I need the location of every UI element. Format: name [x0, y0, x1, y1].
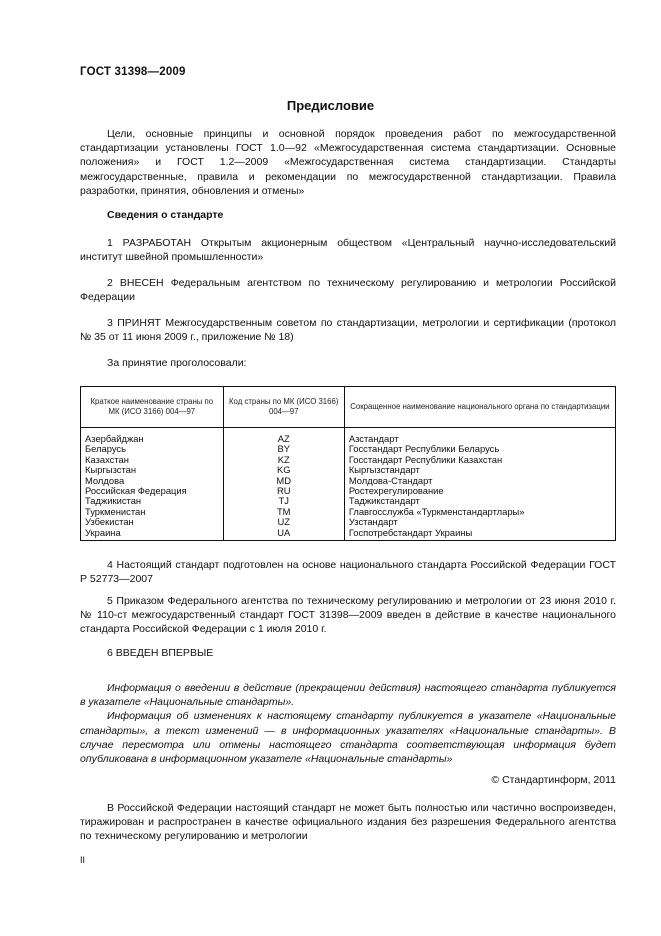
country-cell: Таджикистан	[81, 496, 224, 506]
voting-countries-table	[80, 386, 616, 541]
country-cell: Украина	[81, 528, 224, 541]
code-cell: MD	[223, 476, 344, 486]
table-row	[81, 517, 616, 527]
code-cell: TJ	[223, 496, 344, 506]
authority-cell: Главгосслужба «Туркменстандартлары»	[344, 507, 615, 517]
code-cell: BY	[223, 444, 344, 454]
table-header-country: Краткое наименование страны по МК (ИСО 3166) 004—97	[81, 387, 224, 428]
standard-info-heading: Сведения о стандарте	[107, 209, 224, 221]
table-row	[81, 496, 616, 506]
code-cell: TM	[223, 507, 344, 517]
voted-label: За принятие проголосовали:	[107, 357, 247, 369]
item-submitted: 2 ВНЕСЕН Федеральным агентством по техническому регулированию и метрологии Российской Федерации	[80, 277, 616, 304]
table-row	[81, 444, 616, 454]
publication-notice	[80, 681, 616, 766]
page-number: II	[80, 855, 86, 865]
authority-cell: Кыргызстандарт	[344, 465, 615, 475]
country-cell: Азербайджан	[81, 428, 224, 445]
table-row	[81, 486, 616, 496]
country-cell: Российская Федерация	[81, 486, 224, 496]
notice-line-1: Информация о введении в действие (прекращении действия) настоящего стандарта публикуется в указателе «Национальные стандарты».	[80, 682, 616, 709]
authority-cell: Узстандарт	[344, 517, 615, 527]
item-order: 5 Приказом Федерального агентства по техническому регулированию и метрологии от 23 июня 2010 г. № 110-ст межгосударственный стандарт ГОСТ 31398—2009 введен в действие в качестве национального стандарта Российской Федерации с 1 июля 2010 г.	[80, 595, 616, 636]
country-cell: Туркменистан	[81, 507, 224, 517]
table-header-row	[81, 387, 616, 428]
table-header-code: Код страны по МК (ИСО 3166) 004—97	[223, 387, 344, 428]
authority-cell: Таджикстандарт	[344, 496, 615, 506]
authority-cell: Ростехрегулирование	[344, 486, 615, 496]
code-cell: KG	[223, 465, 344, 475]
country-cell: Молдова	[81, 476, 224, 486]
item-adopted: 3 ПРИНЯТ Межгосударственным советом по стандартизации, метрологии и сертификации (протокол № 35 от 11 июня 2009 г., приложение № 18)	[80, 317, 616, 344]
legal-notice: В Российской Федерации настоящий стандарт не может быть полностью или частично воспроизведен, тиражирован и распространен в качестве официального издания без разрешения Федерального агентства по техническому регулированию и метрологии	[80, 802, 616, 843]
table-row	[81, 455, 616, 465]
country-cell: Узбекистан	[81, 517, 224, 527]
table-row	[81, 465, 616, 475]
document-header: ГОСТ 31398—2009	[80, 66, 186, 78]
country-cell: Беларусь	[81, 444, 224, 454]
table-row	[81, 507, 616, 517]
page-title: Предисловие	[286, 98, 375, 113]
item-first-introduced: 6 ВВЕДЕН ВПЕРВЫЕ	[107, 647, 214, 659]
authority-cell: Азстандарт	[344, 428, 615, 445]
code-cell: KZ	[223, 455, 344, 465]
item-prepared: 4 Настоящий стандарт подготовлен на основе национального стандарта Российской Федерации ГОСТ Р 52773—2007	[80, 559, 616, 586]
table-row	[81, 428, 616, 445]
authority-cell: Молдова-Стандарт	[344, 476, 615, 486]
table-header-authority: Сокращенное наименование национального органа по стандартизации	[344, 387, 615, 428]
code-cell: UA	[223, 528, 344, 541]
authority-cell: Госстандарт Республики Беларусь	[344, 444, 615, 454]
item-developed: 1 РАЗРАБОТАН Открытым акционерным обществом «Центральный научно-исследовательский институт швейной промышленности»	[80, 237, 616, 264]
authority-cell: Госстандарт Республики Казахстан	[344, 455, 615, 465]
table-row	[81, 528, 616, 541]
country-cell: Кыргызстан	[81, 465, 224, 475]
code-cell: RU	[223, 486, 344, 496]
copyright: © Стандартинформ, 2011	[491, 774, 616, 786]
authority-cell: Госпотребстандарт Украины	[344, 528, 615, 541]
code-cell: UZ	[223, 517, 344, 527]
intro-paragraph: Цели, основные принципы и основной порядок проведения работ по межгосударственной стандартизации установлены ГОСТ 1.0—92 «Межгосударственная система стандартизации. Основные положения» и ГОСТ 1.2—2009 «Межгосударственная система стандартизации. Стандарты межгосударственные, правила и рекомендации по межгосударственной стандартизации. Правила разработки, принятия, обновления и отмены»	[80, 128, 616, 197]
notice-line-2: Информация об изменениях к настоящему стандарту публикуется в указателе «Национальные стандарты», а текст изменений — в информационных указателях «Национальные стандарты». В случае пересмотра или отмены настоящего стандарта соответствующая информация будет опубликована в информационном указателе «Национальные стандарты»	[80, 710, 616, 766]
country-cell: Казахстан	[81, 455, 224, 465]
code-cell: AZ	[223, 428, 344, 445]
